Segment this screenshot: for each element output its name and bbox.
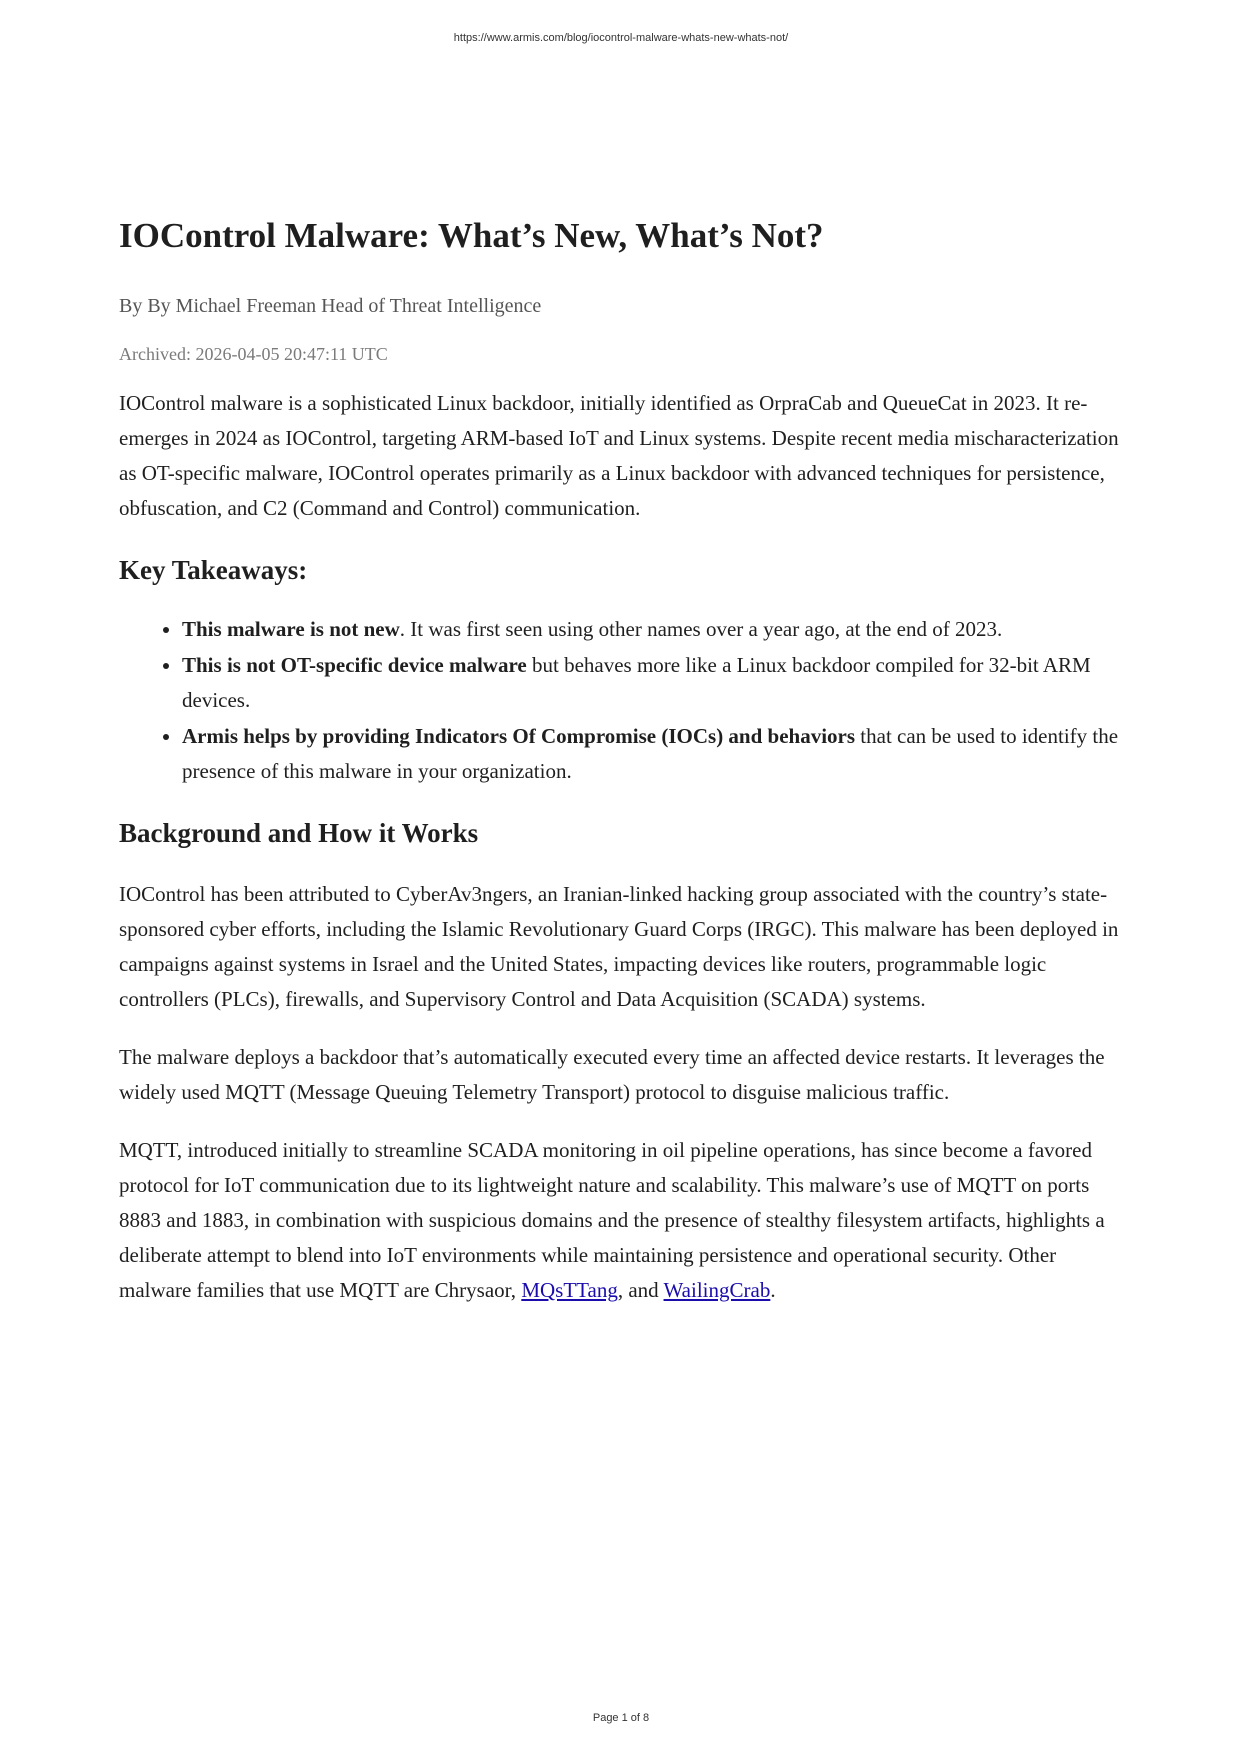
page-number: Page 1 of 8 xyxy=(592,1712,650,1724)
paragraph-text: . xyxy=(770,1278,776,1302)
takeaway-bold: This malware is not new xyxy=(182,617,400,641)
paragraph-text: MQTT, introduced initially to streamline SCADA monitoring in oil pipeline operations, has since become a favored protocol for IoT communication due to its lightweight nature and scalability. This malware’s use of MQTT on ports 8883 and 1883, in combination with suspicious domains and the presence of stealthy filesystem artifacts, highlights a deliberate attempt to blend into IoT environments while maintaining persistence and operational security. Other malware families that use MQTT are Chrysaor, xyxy=(119,1138,1105,1302)
list-item xyxy=(182,612,1124,647)
mqsttang-link[interactable]: MQsTTang xyxy=(521,1278,618,1302)
background-paragraph-2: The malware deploys a backdoor that’s automatically executed every time an affected device restarts. It leverages the widely used MQTT (Message Queuing Telemetry Transport) protocol to disguise malicious traffic. xyxy=(119,1045,1105,1104)
article xyxy=(119,210,1124,1308)
paragraph-text: , and xyxy=(617,1278,664,1302)
takeaway-text: . It was first seen using other names over a year ago, at the end of 2023. xyxy=(399,617,1003,641)
background-heading: Background and How it Works xyxy=(119,818,479,848)
archived-timestamp: Archived: 2026-04-05 20:47:11 UTC xyxy=(119,344,388,364)
wailingcrab-link[interactable]: WailingCrab xyxy=(663,1278,771,1302)
author-byline: By By Michael Freeman Head of Threat Intelligence xyxy=(119,295,542,317)
list-item xyxy=(182,648,1124,718)
key-takeaways-list xyxy=(119,612,1124,789)
takeaway-text: but behaves more like a Linux backdoor compiled for 32-bit ARM devices. xyxy=(182,653,1091,712)
background-paragraph-1: IOControl has been attributed to CyberAv3ngers, an Iranian-linked hacking group associated with the country’s state-sponsored cyber efforts, including the Islamic Revolutionary Guard Corps (IRGC). This malware has been deployed in campaigns against systems in Israel and the United States, impacting devices like routers, programmable logic controllers (PLCs), firewalls, and Supervisory Control and Data Acquisition (SCADA) systems. xyxy=(119,882,1119,1011)
list-item xyxy=(182,719,1124,789)
key-takeaways-heading: Key Takeaways: xyxy=(119,555,308,585)
background-paragraph-3 xyxy=(119,1133,1124,1308)
takeaway-text: that can be used to identify the presence of this malware in your organization. xyxy=(182,724,1119,783)
takeaway-bold: Armis helps by providing Indicators Of Compromise (IOCs) and behaviors xyxy=(182,724,856,748)
page-url-header: https://www.armis.com/blog/iocontrol-malware-whats-new-whats-not/ xyxy=(453,32,789,44)
takeaway-bold: This is not OT-specific device malware xyxy=(182,653,527,677)
article-title: IOControl Malware: What’s New, What’s Not? xyxy=(119,216,824,255)
intro-paragraph: IOControl malware is a sophisticated Linux backdoor, initially identified as OrpraCab and QueueCat in 2023. It re-emerges in 2024 as IOControl, targeting ARM-based IoT and Linux systems. Despite recent media mischaracterization as OT-specific malware, IOControl operates primarily as a Linux backdoor with advanced techniques for persistence, obfuscation, and C2 (Command and Control) communication. xyxy=(119,391,1119,520)
